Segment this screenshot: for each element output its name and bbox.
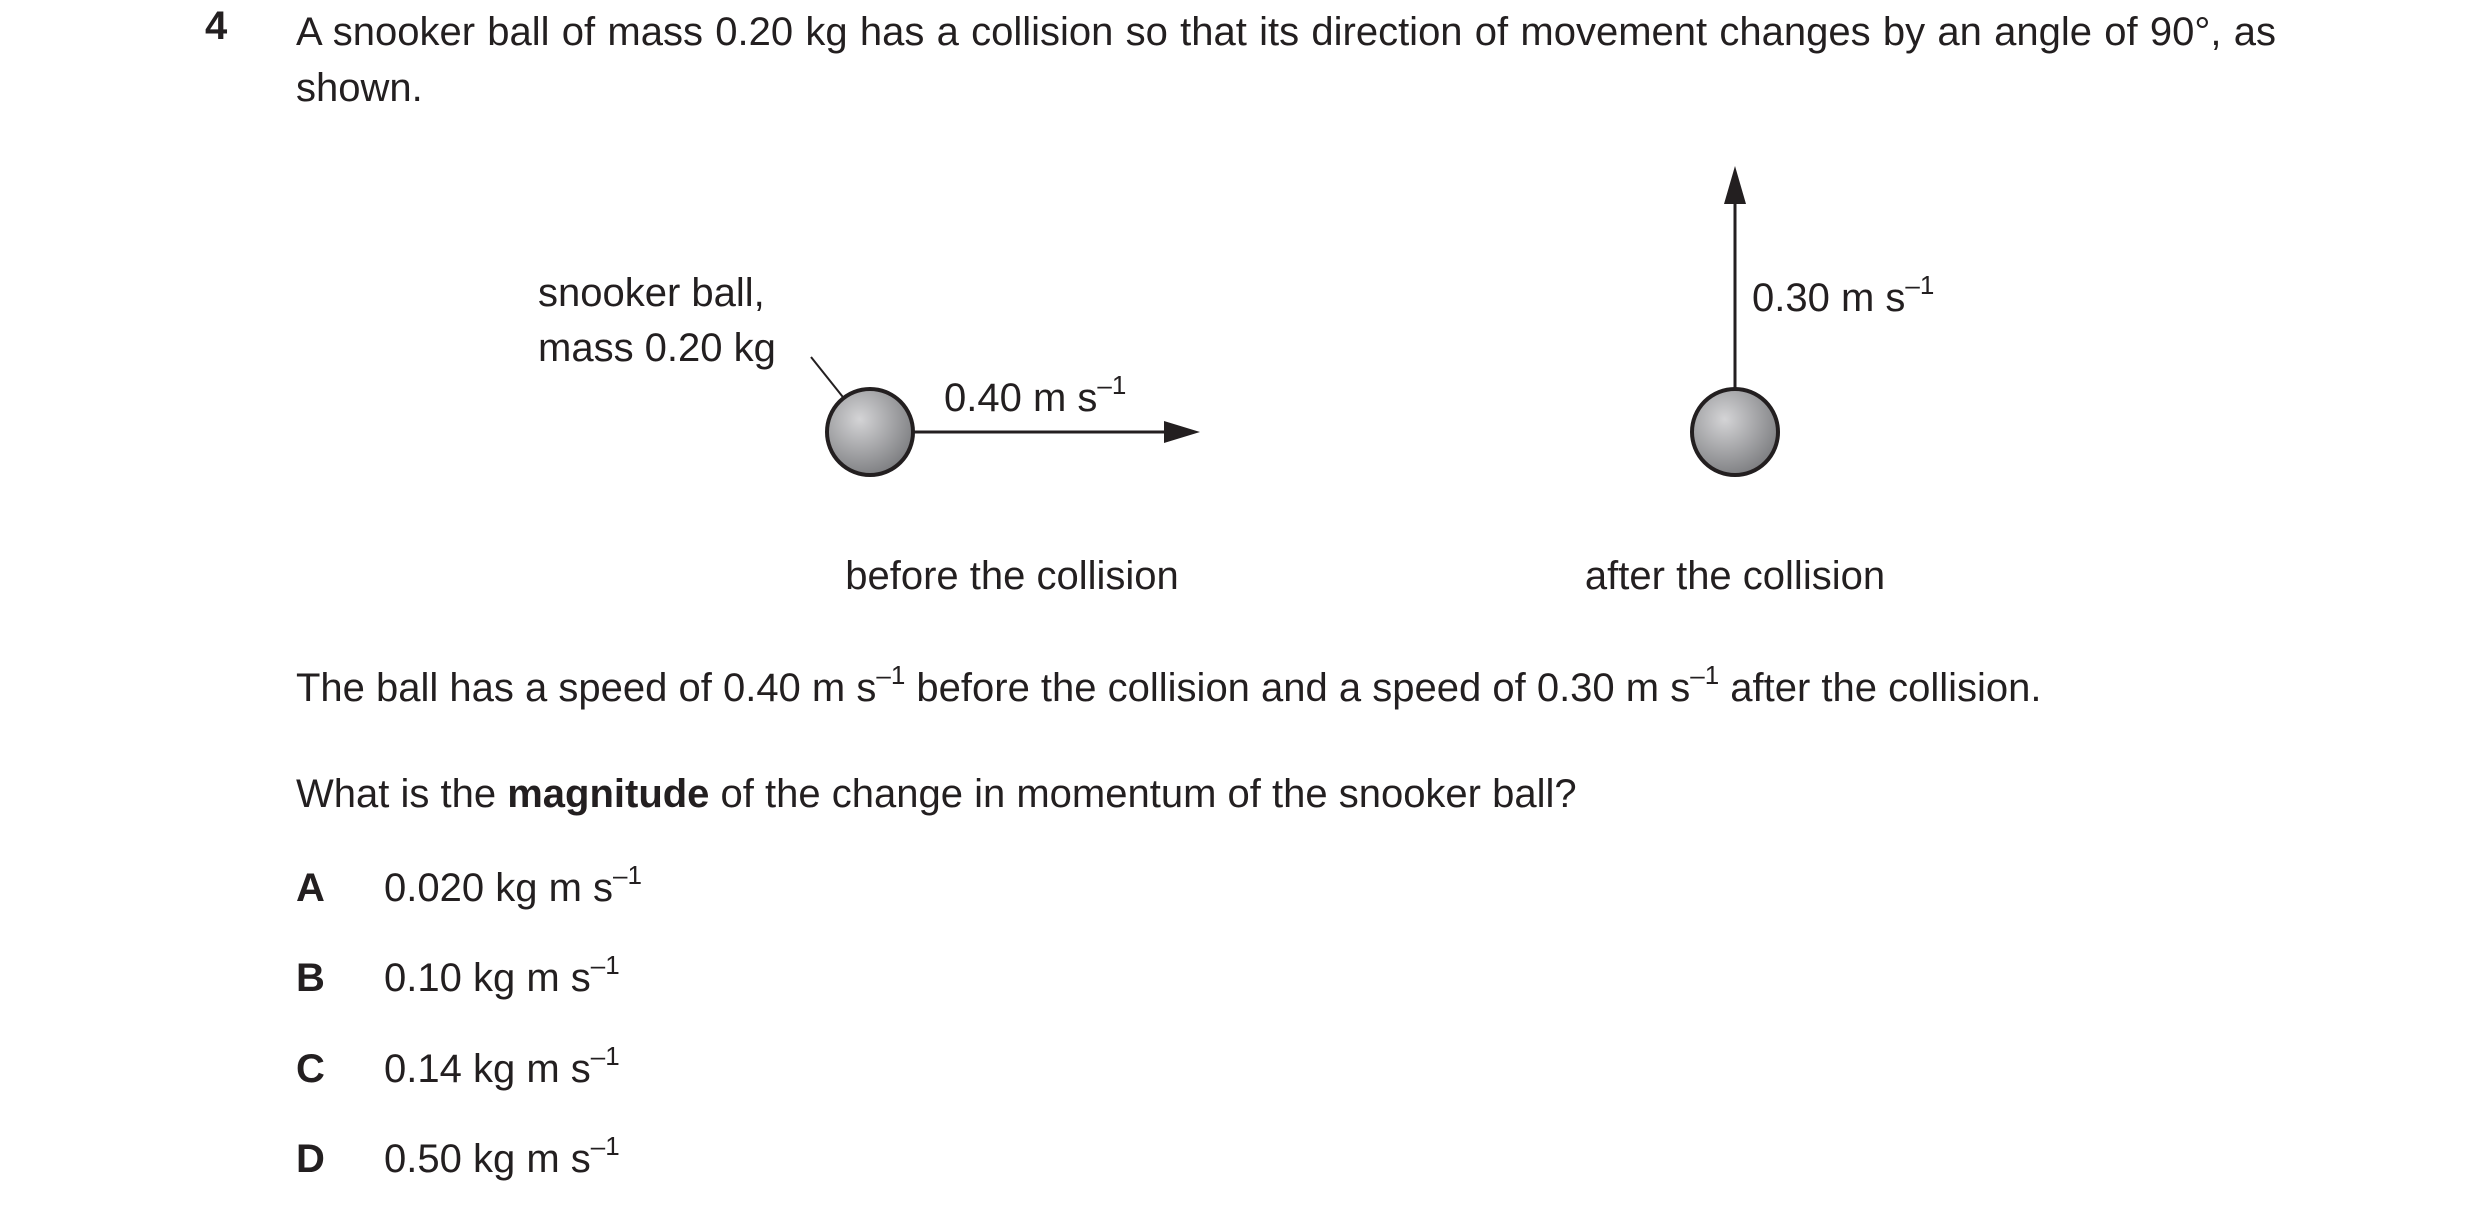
option-b-value: 0.10 kg m $s^{-1}$ — [384, 950, 620, 1000]
prompt-emphasis: magnitude — [507, 772, 710, 816]
snooker-ball-before — [827, 389, 913, 475]
question-number: 4 — [205, 4, 228, 48]
after-velocity-arrow-head — [1724, 166, 1746, 204]
option-c-value: 0.14 kg m $s^{-1}$ — [384, 1041, 620, 1091]
ball-label-line1: snooker ball, — [538, 271, 765, 315]
before-velocity-arrow-head — [1164, 421, 1200, 443]
before-speed-label: 0.40 m $s^{-1}$ — [944, 370, 1127, 420]
speed-info-exponent-2: –1 — [1690, 660, 1720, 690]
after-speed-exponent: –1 — [1905, 270, 1935, 300]
option-c-letter: C — [296, 1047, 325, 1091]
question-prompt: What is the magnitude of the change in momentum of the snooker ball? — [296, 772, 1577, 816]
after-caption: after the collision — [1584, 554, 1886, 598]
question-stem: A snooker ball of mass 0.20 kg has a collision so that its direction of movement changes by an angle of 90°, as shown. — [296, 10, 2276, 110]
after-speed-label: 0.30 m $s^{-1}$ — [1752, 270, 1935, 320]
before-caption: before the collision — [845, 554, 1179, 598]
option-d-value: 0.50 kg m $s^{-1}$ — [384, 1131, 620, 1181]
ball-label-line2: mass 0.20 kg — [538, 326, 776, 370]
option-a-value: 0.020 kg m $s^{-1}$ — [384, 860, 642, 910]
option-a-letter: A — [296, 866, 325, 910]
option-d-letter: D — [296, 1137, 325, 1181]
snooker-ball-after — [1692, 389, 1778, 475]
speed-info-text: The ball has a speed of 0.40 m $s^{-1}$ before the collision and a speed of 0.30 m $s^{-1}$ after the collision. — [296, 660, 2042, 710]
option-b-letter: B — [296, 956, 325, 1000]
before-speed-exponent: –1 — [1097, 370, 1127, 400]
speed-info-exponent-1: –1 — [876, 660, 906, 690]
